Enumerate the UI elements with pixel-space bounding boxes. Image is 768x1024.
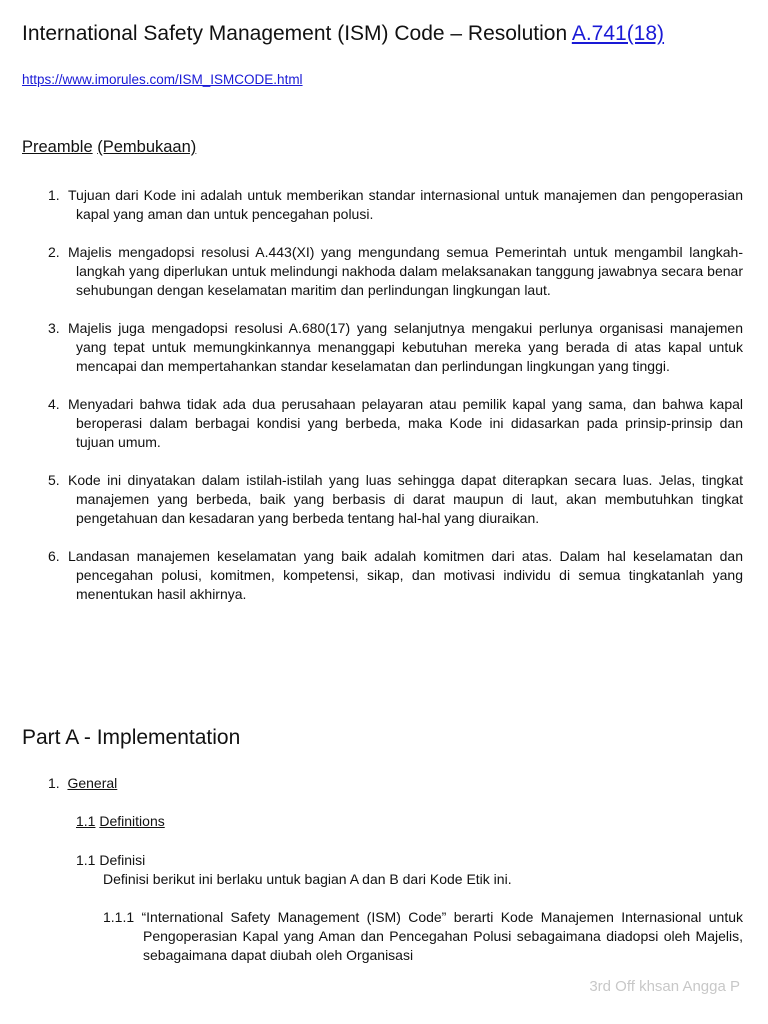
- list-item-text: Tujuan dari Kode ini adalah untuk memberikan standar internasional untuk manajemen dan pengoperasian kapal yang aman dan untuk pencegahan polusi.: [68, 187, 743, 222]
- list-item-text: Majelis juga mengadopsi resolusi A.680(17) yang selanjutnya mengakui perlunya organisasi manajemen yang tepat untuk memungkinkannya menanggapi kebutuhan mereka yang berada di atas kapal untuk mencapai dan mempertahankan standar keselamatan dan perlindungan lingkungan yang tinggi.: [68, 320, 743, 374]
- list-item-number: 3.: [48, 320, 60, 336]
- definition-item-number: 1.1.1: [103, 909, 135, 925]
- list-item-text: Majelis mengadopsi resolusi A.443(XI) yang mengundang semua Pemerintah untuk mengambil langkah-langkah yang diperlukan untuk melindungi nakhoda dalam melaksanakan tanggung jawabnya secara benar sehubungan dengan keselamatan maritim dan perlindungan lingkungan laut.: [68, 244, 743, 298]
- list-item-text: Landasan manajemen keselamatan yang baik adalah komitmen dari atas. Dalam hal keselamatan dan pencegahan polusi, komitmen, kompetensi, sikap, dan motivasi individu di semua tingkatanlah yang menentukan hasil akhirnya.: [68, 548, 743, 602]
- document-title: [22, 20, 664, 48]
- title-text: International Safety Management (ISM) Code – Resolution: [22, 22, 572, 45]
- definitions-subheading: [76, 812, 165, 831]
- list-item-text: Kode ini dinyatakan dalam istilah-istilah yang luas sehingga dapat diterapkan secara luas. Jelas, tingkat manajemen yang berbeda, baik yang berbasis di darat maupun di laut, akan membutuhkan tingkat pengetahuan dan kesadaran yang berbeda tentang hal-hal yang diuraikan.: [68, 472, 743, 526]
- list-item-number: 5.: [48, 472, 60, 488]
- list-item-number: 1.: [48, 187, 60, 203]
- author-watermark: 3rd Off khsan Angga P: [589, 978, 740, 995]
- part-a-heading: Part A - Implementation: [22, 726, 241, 749]
- definitions-label: Definitions: [99, 813, 165, 829]
- list-item: [48, 243, 743, 300]
- preamble-heading: [22, 136, 196, 158]
- list-item-number: 4.: [48, 396, 60, 412]
- preamble-list: [0, 186, 768, 604]
- list-item: [48, 395, 743, 452]
- definition-item-1-1-1: [103, 908, 743, 965]
- list-item: [48, 547, 743, 604]
- definisi-block: [76, 851, 512, 889]
- list-item: [48, 186, 743, 224]
- general-label: General: [67, 775, 118, 791]
- general-number: 1.: [48, 775, 60, 791]
- list-item-number: 6.: [48, 548, 60, 564]
- definitions-number: 1.1: [76, 813, 96, 829]
- source-url-link[interactable]: https://www.imorules.com/ISM_ISMCODE.html: [22, 72, 303, 87]
- preamble-heading-text: Preamble: [22, 138, 93, 156]
- list-item-number: 2.: [48, 244, 60, 260]
- definisi-heading: 1.1 Definisi: [76, 852, 146, 868]
- list-item: [48, 319, 743, 376]
- list-item: [48, 471, 743, 528]
- list-item-text: Menyadari bahwa tidak ada dua perusahaan pelayaran atau pemilik kapal yang sama, dan bahwa kapal beroperasi dalam berbagai kondisi yang berbeda, maka Kode ini didasarkan pada prinsip-prinsip dan tujuan umum.: [68, 396, 743, 450]
- preamble-heading-translation: (Pembukaan): [97, 138, 197, 156]
- definisi-text: Definisi berikut ini berlaku untuk bagian A dan B dari Kode Etik ini.: [103, 871, 512, 887]
- resolution-link[interactable]: A.741(18): [571, 22, 665, 45]
- definition-item-text: “International Safety Management (ISM) Code” berarti Kode Manajemen Internasional untuk Pengoperasian Kapal yang Aman dan Pencegahan Polusi sebagaimana diadopsi oleh Majelis, sebagaimana dapat diubah oleh Organisasi: [141, 909, 744, 963]
- source-url: [22, 71, 303, 89]
- general-section: [48, 774, 117, 793]
